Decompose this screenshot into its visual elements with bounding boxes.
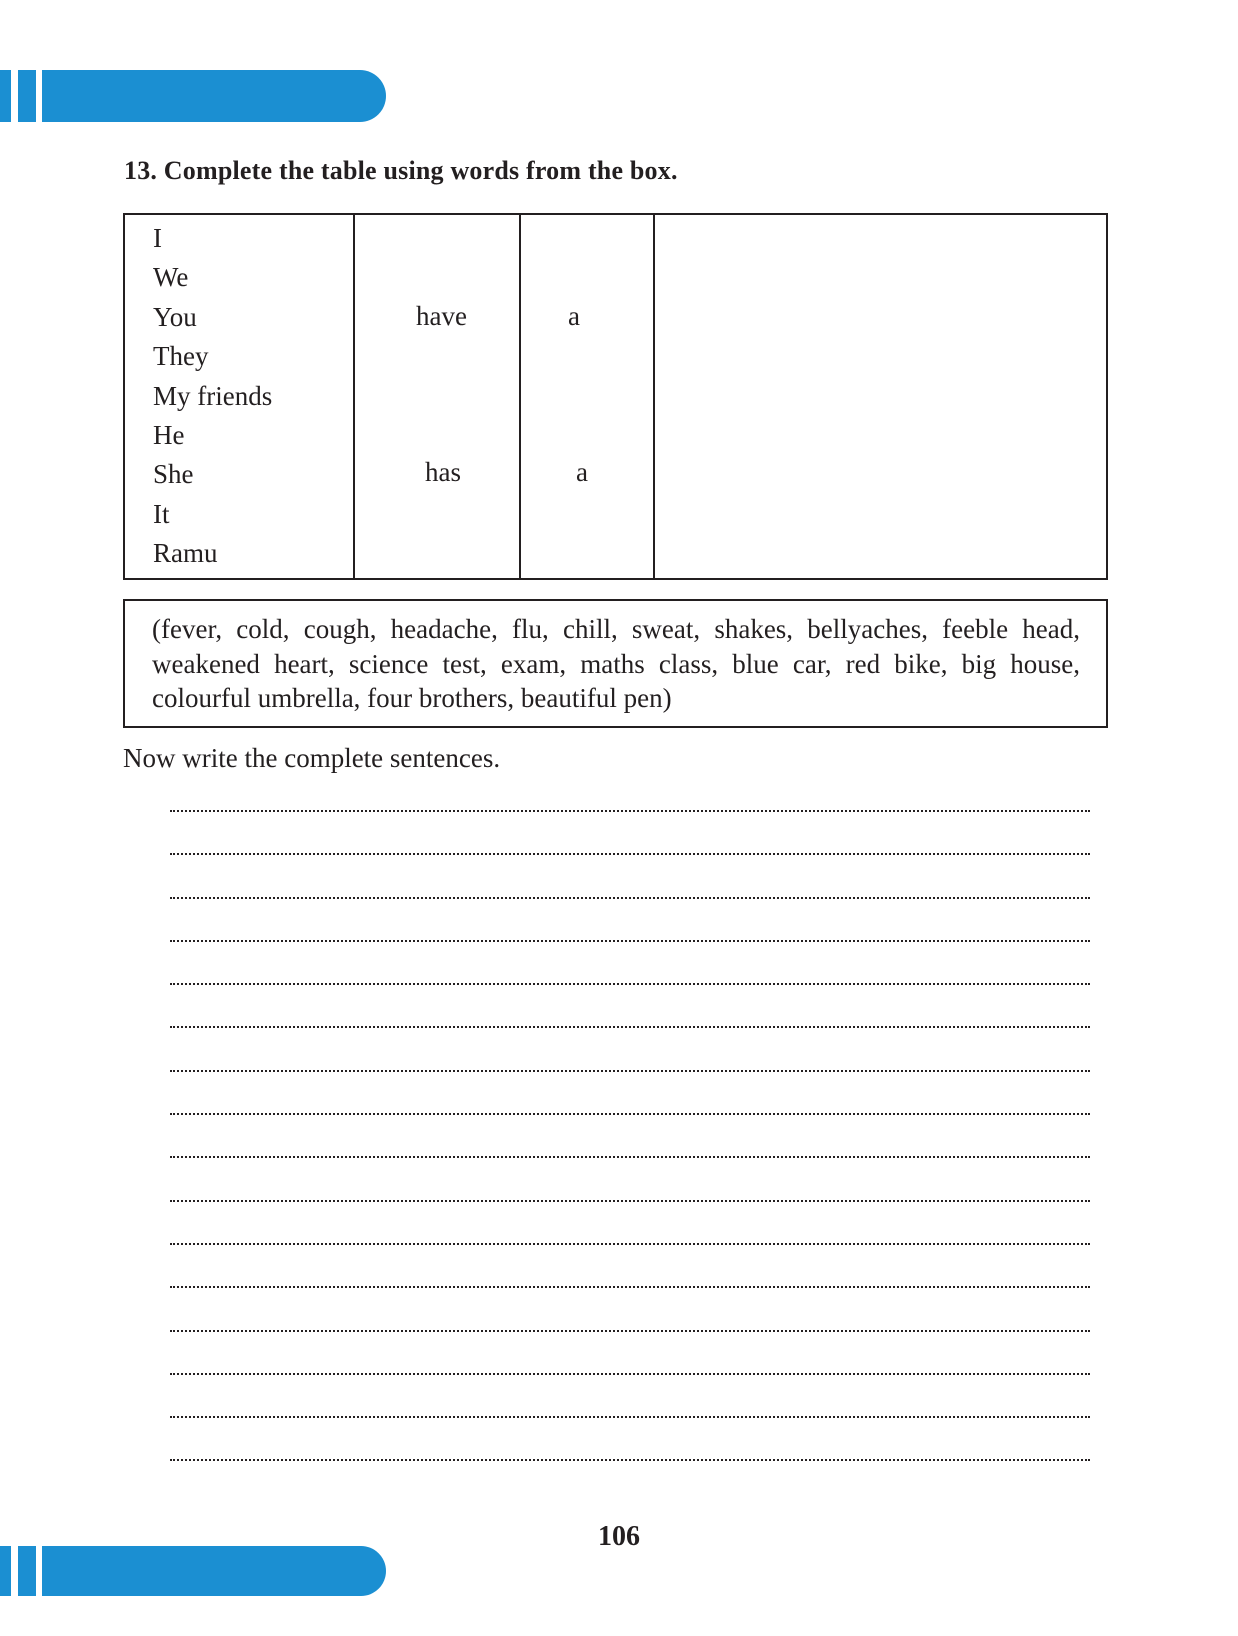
exercise-heading: 13. Complete the table using words from the box. <box>124 156 678 185</box>
banner-bar <box>42 70 386 122</box>
subject-item: She <box>153 459 194 490</box>
instruction-text: Now write the complete sentences. <box>123 743 501 773</box>
subject-item: We <box>153 262 189 293</box>
page-number: 106 <box>598 1521 640 1552</box>
subject-item: He <box>153 420 185 451</box>
subject-item: It <box>153 498 170 529</box>
answer-line[interactable] <box>170 1050 1090 1093</box>
table-divider <box>653 215 655 578</box>
answer-line[interactable] <box>170 1353 1090 1396</box>
answer-line[interactable] <box>170 833 1090 876</box>
substitution-table <box>123 213 1108 580</box>
subject-column <box>153 219 272 574</box>
table-divider <box>519 215 521 578</box>
answer-line[interactable] <box>170 1396 1090 1439</box>
answer-line[interactable] <box>170 1266 1090 1309</box>
answer-line[interactable] <box>170 1006 1090 1049</box>
banner-stripe <box>0 70 11 122</box>
answer-line[interactable] <box>170 877 1090 920</box>
banner-stripe <box>18 1546 36 1596</box>
answer-line[interactable] <box>170 920 1090 963</box>
bottom-banner-decoration <box>0 1546 386 1596</box>
top-banner-decoration <box>0 70 386 122</box>
banner-stripe <box>18 70 36 122</box>
verb-have: have <box>416 301 467 331</box>
banner-stripe <box>0 1546 11 1596</box>
subject-item: You <box>153 301 197 332</box>
answer-line[interactable] <box>170 790 1090 833</box>
article-plural: a <box>568 301 580 331</box>
answer-line[interactable] <box>170 1223 1090 1266</box>
subject-item: My friends <box>153 380 273 411</box>
answer-line[interactable] <box>170 1310 1090 1353</box>
table-divider <box>353 215 355 578</box>
verb-has: has <box>425 457 461 487</box>
answer-line[interactable] <box>170 1439 1090 1482</box>
answer-lines <box>170 790 1090 1483</box>
subject-item: I <box>153 223 162 253</box>
answer-line[interactable] <box>170 1093 1090 1136</box>
article-singular: a <box>576 457 588 487</box>
banner-bar <box>42 1546 386 1596</box>
subject-item: They <box>153 341 209 372</box>
answer-line[interactable] <box>170 963 1090 1006</box>
word-box: (fever, cold, cough, headache, flu, chill, sweat, shakes, bellyaches, feeble head, weakened heart, science test, exam, maths class, blue car, red bike, big house, colourful umbrella, four brothers, beautiful pen) <box>123 599 1108 728</box>
answer-line[interactable] <box>170 1180 1090 1223</box>
answer-line[interactable] <box>170 1136 1090 1179</box>
subject-item: Ramu <box>153 538 218 569</box>
